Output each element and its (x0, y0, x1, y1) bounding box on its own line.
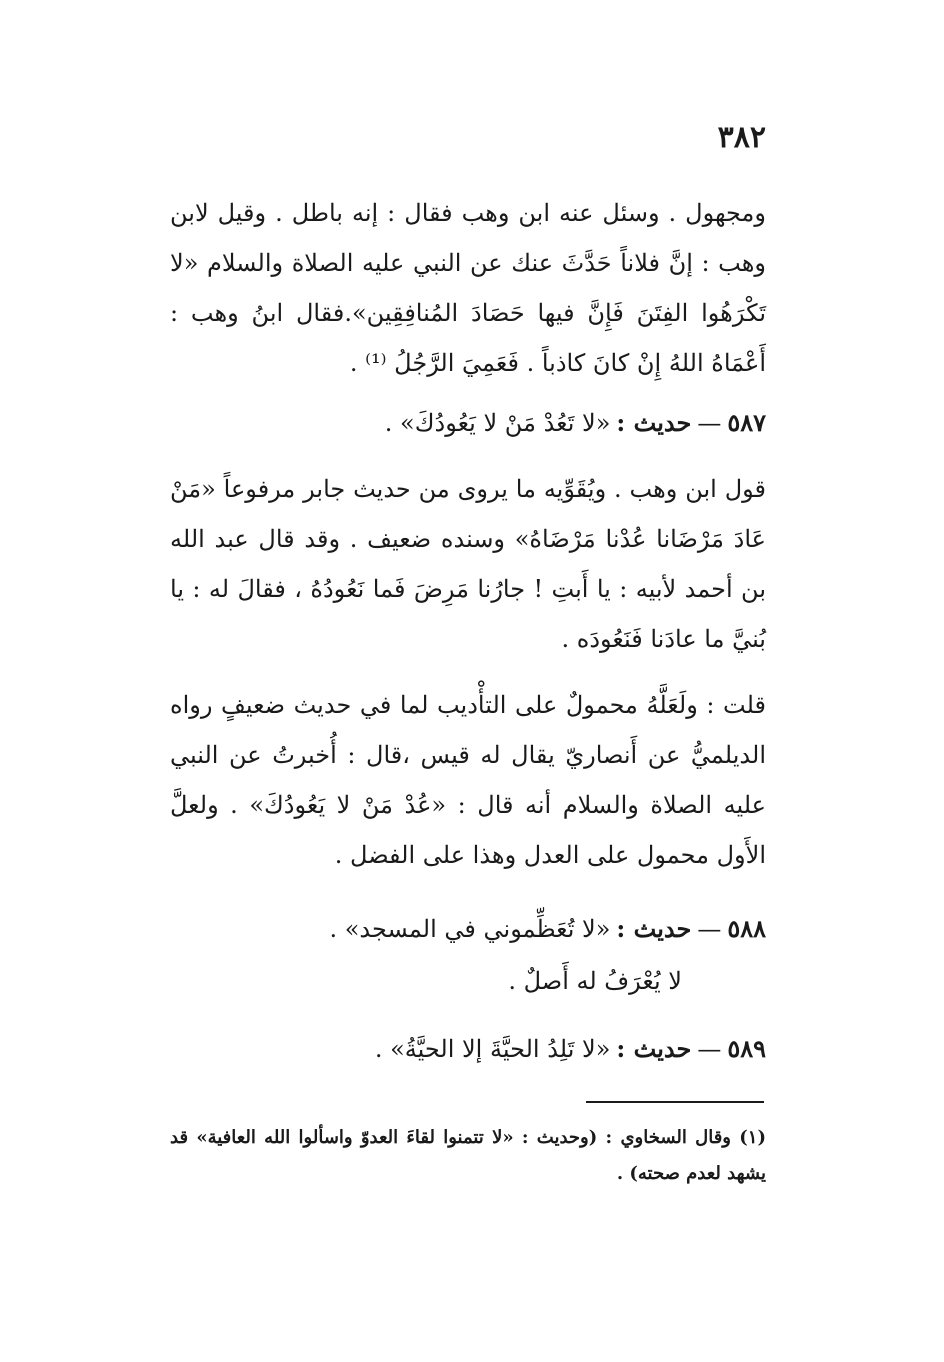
hadith-588-verdict: لا يُعْرَفُ له أَصلٌ . (508, 967, 682, 995)
hadith-label: حديث : (616, 408, 692, 437)
hadith-dash: — (697, 409, 722, 437)
hadith-number: ٥٨٧ (727, 408, 766, 437)
hadith-text: «لا تَعُدْ مَنْ لا يَعُودُكَ» . (384, 409, 611, 437)
hadith-entry-588 (170, 906, 766, 952)
hadith-text: «لا تَلِدُ الحيَّةَ إلا الحيَّةُ» . (374, 1035, 611, 1063)
hadith-number: ٥٨٩ (727, 1034, 766, 1063)
hadith-label: حديث : (616, 1034, 692, 1063)
footnote: (١) وقال السخاوي : (وحديث : «لا تتمنوا لقاءَ العدوّ واسألوا الله العافية» قد يشهد لعدم صحته) . (170, 1127, 766, 1184)
hadith-entry-589 (170, 1026, 766, 1072)
hadith-label: حديث : (616, 914, 692, 943)
footnote-divider (586, 1101, 764, 1103)
hadith-dash: — (697, 915, 722, 943)
page-number: ٣٨٢ (717, 120, 766, 155)
hadith-entry-587 (170, 400, 766, 446)
paragraph-commentary-587: قول ابن وهب . ويُقَوِّيه ما يروى من حديث جابر مرفوعاً «مَنْ عَادَ مَرْضَانا عُدْنا مَرْضَاهُ» وسنده ضعيف . وقد قال عبد الله بن أحمد لأبيه : يا أَبتِ ! جارُنا مَرِضَ فَما نَعُودُهُ ، فقالَ له : يا بُنيَّ ما عادَنا فَنَعُودَه . (170, 475, 766, 653)
paragraph-continuation: ومجهول . وسئل عنه ابن وهب فقال : إنه باطل . وقيل لابن وهب : إنَّ فلاناً حَدَّثَ عنك عن النبي عليه الصلاة والسلام «لا تَكْرَهُوا الفِتَنَ فَإِنَّ فيها حَصَادَ المُنافِقِين».فقال ابنُ وهب : أَعْمَاهُ اللهُ إِنْ كانَ كاذباً . فَعَمِيَ الرَّجُلُ ⁽¹⁾ . (170, 199, 766, 377)
hadith-text: «لا تُعَظِّموني في المسجد» . (329, 915, 611, 943)
hadith-dash: — (697, 1035, 722, 1063)
hadith-number: ٥٨٨ (727, 914, 766, 943)
paragraph-note-587: قلت : ولَعَلَّهُ محمولٌ على التأْديب لما في حديث ضعيفٍ رواه الديلميُّ عن أَنصاريّ يقال له قيس ،قال : أُخبرتُ عن النبي عليه الصلاة والسلام أنه قال : «عُدْ مَنْ لا يَعُودُكَ» . ولعلَّ الأَول محمول على العدل وهذا على الفضل . (170, 691, 766, 869)
